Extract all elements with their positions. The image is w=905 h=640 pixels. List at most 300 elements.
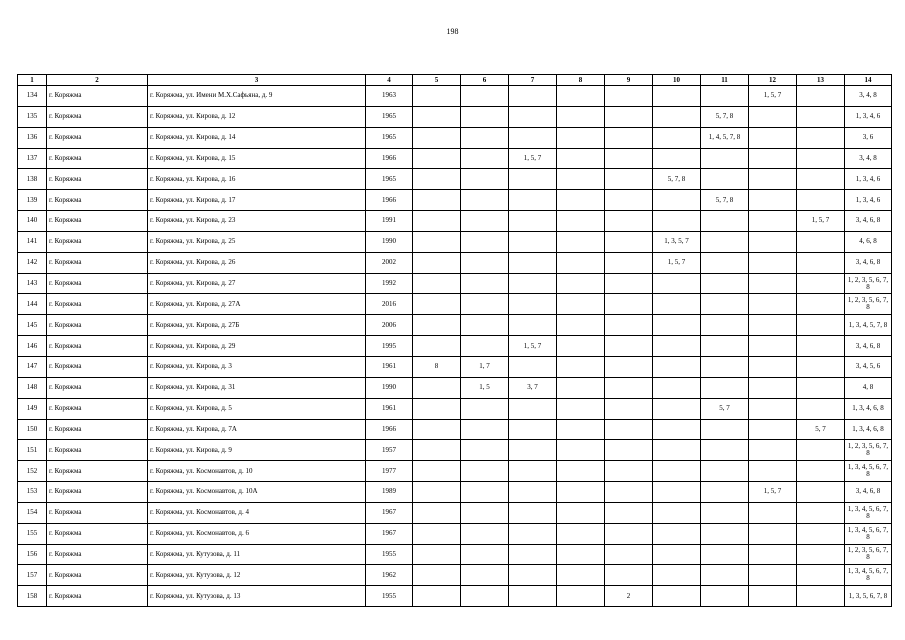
table-cell: г. Коряжма, ул. Кирова, д. 9 [148,440,366,461]
table-cell [797,565,845,586]
table-cell: 5, 7, 8 [701,106,749,127]
table-cell [797,544,845,565]
table-cell [557,461,605,482]
table-cell: г. Коряжма [47,231,148,252]
table-cell [749,148,797,169]
table-cell [605,461,653,482]
table-cell [557,398,605,419]
table-row [18,190,892,211]
table-cell [701,231,749,252]
table-cell [461,127,509,148]
table-cell: 1, 5, 7 [509,148,557,169]
table-cell [557,565,605,586]
table-cell: г. Коряжма [47,106,148,127]
table-cell: 2006 [366,315,413,336]
table-cell: 1967 [366,523,413,544]
table-cell [413,190,461,211]
table-cell: г. Коряжма, ул. Кирова, д. 3 [148,356,366,377]
table-cell [461,440,509,461]
table-cell [461,544,509,565]
table-cell: г. Коряжма, ул. Кирова, д. 31 [148,377,366,398]
table-cell [557,419,605,440]
table-cell [749,336,797,357]
table-cell: 1961 [366,356,413,377]
table-cell [701,315,749,336]
table-cell [653,586,701,607]
table-row [18,169,892,190]
table-row [18,106,892,127]
table-cell: г. Коряжма, ул. Кирова, д. 23 [148,211,366,232]
table-cell [749,294,797,315]
table-cell: 1, 3, 4, 6, 8 [845,398,892,419]
table-cell [509,273,557,294]
table-cell: г. Коряжма, ул. Кирова, д. 14 [148,127,366,148]
table-cell: 1991 [366,211,413,232]
table-row [18,356,892,377]
column-header: 1 [18,75,47,86]
table-row [18,544,892,565]
table-cell [605,190,653,211]
table-cell [509,419,557,440]
table-cell: 1, 4, 5, 7, 8 [701,127,749,148]
table-cell [509,127,557,148]
table-cell [413,440,461,461]
table-cell: 3, 7 [509,377,557,398]
table-cell [653,482,701,503]
table-cell [701,86,749,107]
table-cell [653,502,701,523]
table-cell: г. Коряжма [47,169,148,190]
table-cell: 1990 [366,377,413,398]
table-row [18,565,892,586]
table-cell: г. Коряжма [47,502,148,523]
table-cell [557,169,605,190]
table-cell: 154 [18,502,47,523]
table-cell [557,127,605,148]
table-cell: г. Коряжма, ул. Кирова, д. 17 [148,190,366,211]
table-cell [557,231,605,252]
table-cell [653,294,701,315]
table-cell [509,586,557,607]
table-cell [749,231,797,252]
table-cell [749,106,797,127]
table-cell: г. Коряжма, ул. Кирова, д. 27А [148,294,366,315]
table-cell [797,586,845,607]
table-cell: 1, 5, 7 [749,482,797,503]
table-cell [509,482,557,503]
table-cell [605,294,653,315]
table-cell [797,294,845,315]
table-cell: 1965 [366,127,413,148]
table-cell [461,211,509,232]
header-row [18,75,892,86]
table-cell [749,356,797,377]
table-cell: 1, 3, 4, 5, 7, 8 [845,315,892,336]
table-cell [509,440,557,461]
table-cell: 136 [18,127,47,148]
column-header: 7 [509,75,557,86]
table-cell: 140 [18,211,47,232]
table-cell [413,294,461,315]
table-cell [413,565,461,586]
table-cell [749,544,797,565]
table-cell [509,523,557,544]
table-cell [749,419,797,440]
table-cell: г. Коряжма [47,523,148,544]
table-cell [797,377,845,398]
column-header: 12 [749,75,797,86]
table-cell [653,544,701,565]
table-cell: г. Коряжма [47,273,148,294]
table-row [18,231,892,252]
column-header: 10 [653,75,701,86]
table-cell: 1, 3, 4, 6 [845,169,892,190]
table-cell: 1, 3, 4, 6 [845,106,892,127]
table-cell [605,544,653,565]
table-cell [749,398,797,419]
table-cell [653,315,701,336]
table-cell: г. Коряжма [47,398,148,419]
table-cell: г. Коряжма, ул. Космонавтов, д. 10А [148,482,366,503]
table-row [18,398,892,419]
table-cell [653,565,701,586]
table-cell: г. Коряжма [47,336,148,357]
table-cell [557,336,605,357]
table-cell: 147 [18,356,47,377]
table-cell: 145 [18,315,47,336]
table-cell: г. Коряжма [47,461,148,482]
table-cell [557,273,605,294]
table-cell: 138 [18,169,47,190]
table-cell [701,586,749,607]
table-cell [413,106,461,127]
table-cell [461,86,509,107]
table-cell [461,252,509,273]
table-cell [797,148,845,169]
table-cell [653,336,701,357]
table-cell: г. Коряжма, ул. Кирова, д. 15 [148,148,366,169]
table-row [18,211,892,232]
table-cell [797,169,845,190]
table-cell: 1, 2, 3, 5, 6, 7, 8 [845,544,892,565]
table-cell [557,252,605,273]
table-cell [557,294,605,315]
table-cell: г. Коряжма, ул. Кирова, д. 27Б [148,315,366,336]
table-cell: г. Коряжма [47,252,148,273]
table-cell [461,398,509,419]
table-cell [701,294,749,315]
table-cell [461,482,509,503]
table-cell: 3, 4, 6, 8 [845,252,892,273]
table-cell [461,273,509,294]
table-cell [653,190,701,211]
table-cell: 1966 [366,190,413,211]
table-cell: 5, 7 [701,398,749,419]
table-cell: 1955 [366,586,413,607]
table-cell: 139 [18,190,47,211]
table-cell: 4, 8 [845,377,892,398]
column-header: 4 [366,75,413,86]
table-cell: 3, 6 [845,127,892,148]
table-cell [653,273,701,294]
table-cell [413,231,461,252]
table-cell [605,565,653,586]
table-cell [797,273,845,294]
table-cell [701,211,749,232]
table-cell: 137 [18,148,47,169]
housing-table [17,74,892,607]
table-cell: 152 [18,461,47,482]
table-cell: 144 [18,294,47,315]
table-cell [749,565,797,586]
table-cell [413,523,461,544]
table-cell [509,231,557,252]
table-cell: 1995 [366,336,413,357]
table-cell [413,586,461,607]
table-cell [605,377,653,398]
table-cell [701,544,749,565]
table-cell: 155 [18,523,47,544]
column-header: 13 [797,75,845,86]
table-cell [701,565,749,586]
table-cell: г. Коряжма, ул. Кирова, д. 7А [148,419,366,440]
table-cell [797,315,845,336]
table-cell: 1955 [366,544,413,565]
table-row [18,502,892,523]
table-cell: 1990 [366,231,413,252]
table-cell: 1, 3, 5, 7 [653,231,701,252]
table-cell: 1, 5, 7 [749,86,797,107]
table-cell: г. Коряжма [47,544,148,565]
table-cell [797,127,845,148]
table-cell [509,356,557,377]
table-cell [605,440,653,461]
table-cell: 1957 [366,440,413,461]
table-cell: г. Коряжма [47,356,148,377]
table-cell [653,106,701,127]
table-cell [749,377,797,398]
table-body [18,86,892,607]
table-cell [605,398,653,419]
table-row [18,461,892,482]
table-cell: 1, 5, 7 [653,252,701,273]
table-cell: 1977 [366,461,413,482]
column-header: 2 [47,75,148,86]
table-cell [701,356,749,377]
table-cell [605,315,653,336]
table-cell: г. Коряжма [47,211,148,232]
table-cell [605,336,653,357]
table-cell: г. Коряжма [47,315,148,336]
table-cell: 2 [605,586,653,607]
table-cell [557,523,605,544]
table-cell: 149 [18,398,47,419]
table-cell: г. Коряжма [47,377,148,398]
table-cell: г. Коряжма [47,294,148,315]
table-cell [605,502,653,523]
table-cell [557,106,605,127]
table-row [18,523,892,544]
table-cell: 5, 7, 8 [701,190,749,211]
table-cell [749,273,797,294]
table-cell [413,461,461,482]
table-cell [413,211,461,232]
table-cell: г. Коряжма, ул. Кирова, д. 26 [148,252,366,273]
table-cell [797,398,845,419]
table-cell: 1965 [366,106,413,127]
table-cell: г. Коряжма [47,565,148,586]
table-cell [749,190,797,211]
table-row [18,377,892,398]
table-cell [461,315,509,336]
table-cell [653,461,701,482]
column-header: 9 [605,75,653,86]
table-cell [461,419,509,440]
table-cell [413,127,461,148]
table-cell: 1, 5, 7 [509,336,557,357]
table-cell [701,461,749,482]
table-cell: 156 [18,544,47,565]
table-cell [797,523,845,544]
table-cell [653,523,701,544]
table-cell [461,106,509,127]
table-cell: г. Коряжма, ул. Кутузова, д. 11 [148,544,366,565]
table-cell [509,461,557,482]
table-cell [557,148,605,169]
table-cell: 1, 2, 3, 5, 6, 7, 8 [845,440,892,461]
table-cell [509,544,557,565]
table-cell [461,523,509,544]
table-cell [413,86,461,107]
table-cell [797,231,845,252]
table-cell [509,252,557,273]
table-cell [413,252,461,273]
table-cell: 4, 6, 8 [845,231,892,252]
table-cell [701,377,749,398]
column-header: 3 [148,75,366,86]
table-cell [653,148,701,169]
table-cell: 5, 7, 8 [653,169,701,190]
table-cell [605,482,653,503]
table-cell [461,502,509,523]
table-cell [413,502,461,523]
table-cell: 5, 7 [797,419,845,440]
table-cell: 1, 2, 3, 5, 6, 7, 8 [845,294,892,315]
page-number: 198 [446,27,459,36]
table-cell: г. Коряжма, ул. Имени М.Х.Сафьяна, д. 9 [148,86,366,107]
table-row [18,148,892,169]
column-header: 6 [461,75,509,86]
table-cell [509,315,557,336]
table-cell [701,336,749,357]
table-cell: 158 [18,586,47,607]
table-cell [797,106,845,127]
table-cell [413,377,461,398]
table-cell [605,169,653,190]
table-cell [509,190,557,211]
table-cell [749,127,797,148]
table-cell: 1, 2, 3, 5, 6, 7, 8 [845,273,892,294]
table-cell [413,273,461,294]
table-cell: 1962 [366,565,413,586]
column-header: 8 [557,75,605,86]
table-cell: 1961 [366,398,413,419]
table-cell: г. Коряжма, ул. Кирова, д. 16 [148,169,366,190]
table-cell [605,419,653,440]
table-cell: 3, 4, 6, 8 [845,211,892,232]
table-cell [797,502,845,523]
table-row [18,482,892,503]
table-cell [653,356,701,377]
table-cell: г. Коряжма [47,586,148,607]
table-cell [413,336,461,357]
table-cell [413,398,461,419]
table-cell: 2016 [366,294,413,315]
table-cell [509,211,557,232]
column-header: 11 [701,75,749,86]
table-cell: 3, 4, 8 [845,86,892,107]
table-cell [557,482,605,503]
table-cell [605,127,653,148]
table-cell: 1967 [366,502,413,523]
table-cell: г. Коряжма [47,482,148,503]
table-cell [461,294,509,315]
table-cell [557,356,605,377]
table-cell [701,482,749,503]
table-cell [605,273,653,294]
table-cell [797,336,845,357]
table-cell [749,252,797,273]
table-cell: 143 [18,273,47,294]
table-cell [605,148,653,169]
table-cell [749,169,797,190]
table-cell [605,106,653,127]
table-cell: 1966 [366,148,413,169]
table-cell [701,523,749,544]
table-row [18,419,892,440]
table-cell: г. Коряжма, ул. Кирова, д. 29 [148,336,366,357]
table-cell [701,273,749,294]
table-cell [557,440,605,461]
table-cell: г. Коряжма [47,127,148,148]
table-cell [653,127,701,148]
table-cell: 3, 4, 8 [845,148,892,169]
table-cell: г. Коряжма [47,190,148,211]
table-row [18,440,892,461]
table-cell: г. Коряжма, ул. Кутузова, д. 12 [148,565,366,586]
table-cell: г. Коряжма, ул. Кирова, д. 25 [148,231,366,252]
table-cell [653,419,701,440]
table-cell: 148 [18,377,47,398]
table-cell: 1, 3, 4, 5, 6, 7, 8 [845,565,892,586]
table-cell [701,169,749,190]
table-cell [797,86,845,107]
table-cell: 1, 5, 7 [797,211,845,232]
table-cell [509,169,557,190]
table-row [18,586,892,607]
table-cell: г. Коряжма [47,148,148,169]
table-cell [413,419,461,440]
table-cell [605,356,653,377]
table-cell: 3, 4, 6, 8 [845,482,892,503]
table-cell [797,482,845,503]
table-row [18,273,892,294]
table-cell: г. Коряжма, ул. Космонавтов, д. 10 [148,461,366,482]
table-cell [509,106,557,127]
table-cell [701,440,749,461]
column-header: 5 [413,75,461,86]
table-cell [557,211,605,232]
